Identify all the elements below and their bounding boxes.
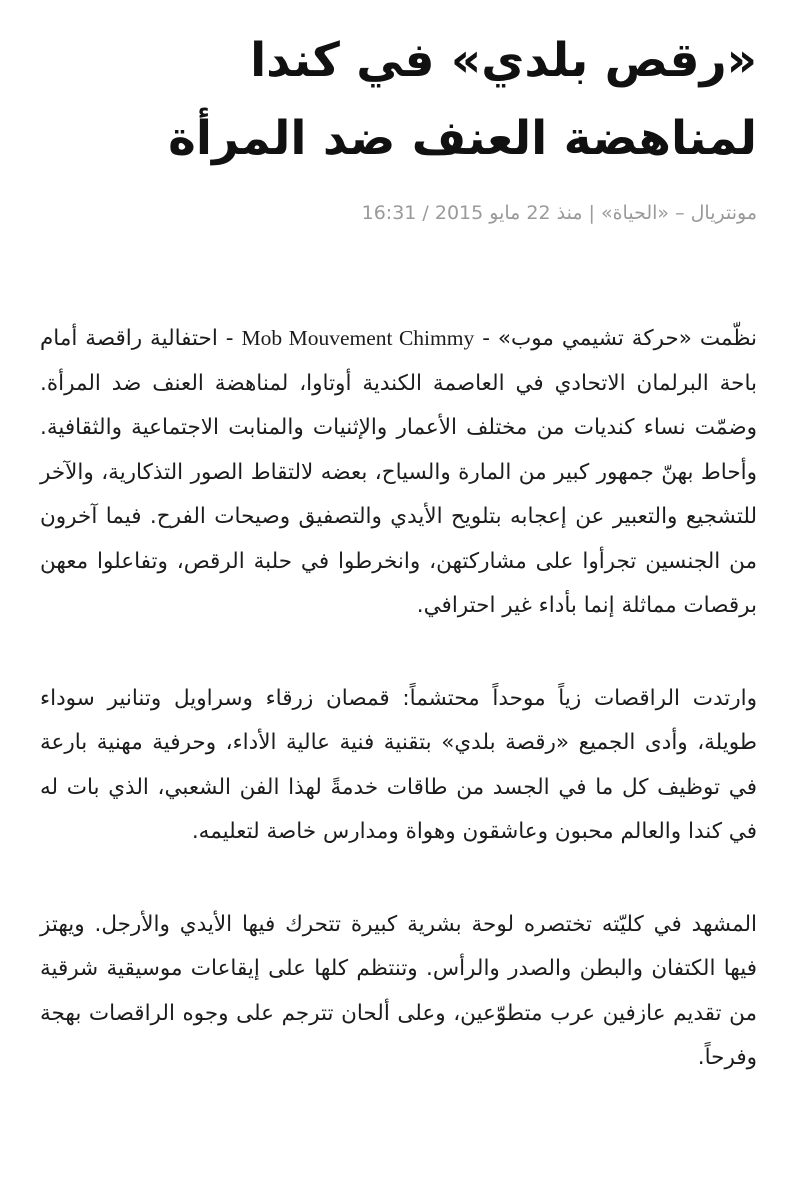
article-body [40, 316, 757, 1081]
article [40, 0, 757, 1129]
paragraph-1-lead: نظّمت «حركة تشيمي موب» - [482, 326, 757, 351]
paragraph-1-rest: - احتفالية راقصة أمام باحة البرلمان الاتحادي في العاصمة الكندية أوتاوا، لمناهضة العنف ضد المرأة. وضمّت نساء كنديات من مختلف الأعمار والإثنيات والمنابت الاجتماعية والثقافية. وأحاط بهنّ جمهور كبير من المارة والسياح، بعضه لالتقاط الصور التذكارية، والآخر للتشجيع والتعبير عن إعجابه بتلويح الأيدي والتصفيق وصيحات الفرح. فيما آخرون من الجنسين تجرأوا على مشاركتهن، وانخرطوا في حلبة الرقص، وتفاعلوا معهن برقصات مماثلة إنما بأداء غير احترافي. [40, 326, 757, 618]
article-title-line-2: لمناهضة العنف ضد المرأة [168, 111, 757, 166]
article-title [40, 22, 757, 178]
article-title-line-1: «رقص بلدي» في كندا [250, 33, 757, 88]
paragraph-2: وارتدت الراقصات زياً موحداً محتشماً: قمصان زرقاء وسراويل وتنانير سوداء طويلة، وأدى الجميع «رقصة بلدي» بتقنية فنية عالية الأداء، وحرفية مهنية بارعة في توظيف كل ما في الجسد من طاقات خدمةً لهذا الفن الشعبي، الذي بات له في كندا والعالم محبون وعاشقون وهواة ومدارس خاصة لتعليمه. [40, 685, 757, 844]
paragraph-3: المشهد في كليّته تختصره لوحة بشرية كبيرة تتحرك فيها الأيدي والأرجل. ويهتز فيها الكتفان والبطن والصدر والرأس. وتنتظم كلها على إيقاعات موسيقية شرقية من تقديم عازفين عرب متطوّعين، وعلى ألحان تترجم على وجوه الراقصات بهجة وفرحاً. [40, 911, 757, 1070]
article-byline: مونتريال – «الحياة» | منذ 22 مايو 2015 / 16:31 [361, 202, 757, 224]
organization-latin-name: Mob Mouvement Chimmy [241, 326, 475, 350]
paragraph-1 [40, 316, 757, 629]
